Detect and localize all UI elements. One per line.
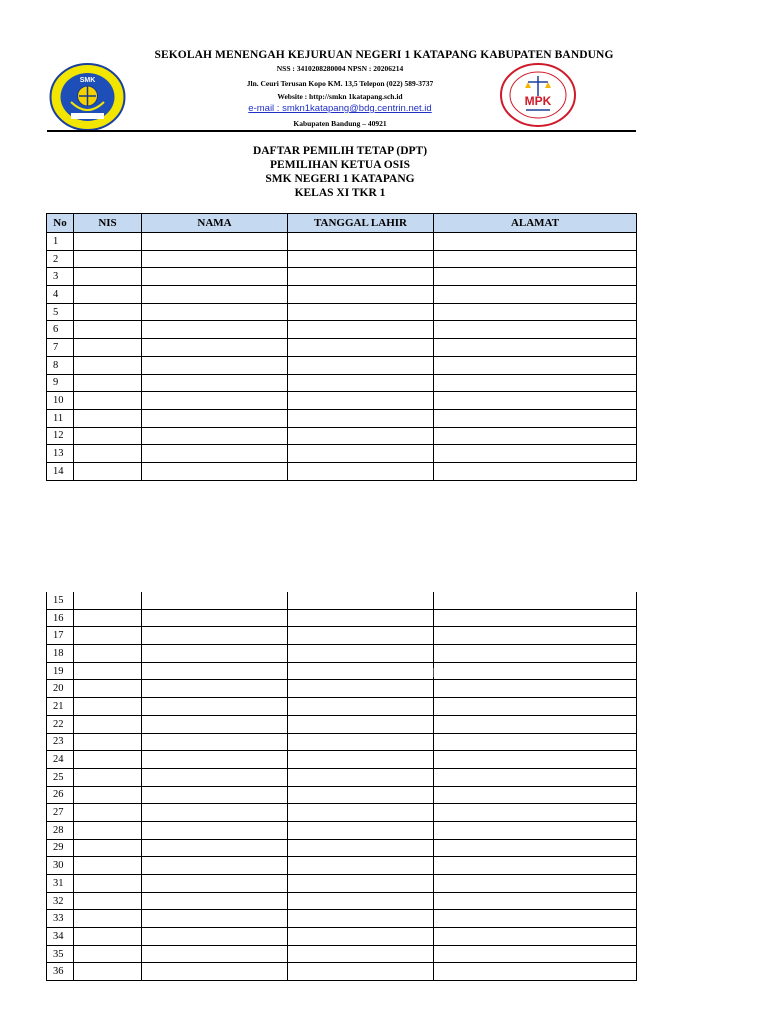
cell-no: 9 xyxy=(47,374,74,392)
table-row xyxy=(47,409,637,427)
mpk-logo xyxy=(499,62,577,128)
cell-alamat[interactable] xyxy=(434,715,637,733)
cell-no: 20 xyxy=(47,680,74,698)
cell-nama[interactable] xyxy=(142,751,288,769)
table-row xyxy=(47,250,637,268)
cell-nama[interactable] xyxy=(142,445,288,463)
cell-no: 14 xyxy=(47,462,74,480)
cell-alamat[interactable] xyxy=(434,680,637,698)
cell-no: 34 xyxy=(47,928,74,946)
cell-tanggal-lahir[interactable] xyxy=(288,857,434,875)
cell-nis[interactable] xyxy=(74,592,142,609)
cell-nama[interactable] xyxy=(142,715,288,733)
cell-alamat[interactable] xyxy=(434,303,637,321)
table-row xyxy=(47,427,637,445)
cell-nama[interactable] xyxy=(142,804,288,822)
cell-nama[interactable] xyxy=(142,945,288,963)
cell-alamat[interactable] xyxy=(434,928,637,946)
cell-nis[interactable] xyxy=(74,609,142,627)
svg-text:MPK: MPK xyxy=(524,94,552,108)
cell-nama[interactable] xyxy=(142,857,288,875)
cell-nis[interactable] xyxy=(74,839,142,857)
cell-no: 18 xyxy=(47,645,74,663)
cell-no: 3 xyxy=(47,268,74,286)
cell-nama[interactable] xyxy=(142,609,288,627)
table-row xyxy=(47,303,637,321)
doc-title-line4: KELAS XI TKR 1 xyxy=(294,187,386,199)
table-row xyxy=(47,592,637,609)
cell-nama[interactable] xyxy=(142,875,288,893)
cell-tanggal-lahir[interactable] xyxy=(288,715,434,733)
cell-tanggal-lahir[interactable] xyxy=(288,910,434,928)
cell-tanggal-lahir[interactable] xyxy=(288,875,434,893)
voter-table-page1 xyxy=(46,213,637,481)
cell-nis[interactable] xyxy=(74,857,142,875)
cell-alamat[interactable] xyxy=(434,768,637,786)
nss-npsn: NSS : 3410208280004 NPSN : 20206214 xyxy=(276,64,404,73)
table-row xyxy=(47,963,637,981)
cell-nama[interactable] xyxy=(142,680,288,698)
header-divider xyxy=(47,130,636,132)
cell-tanggal-lahir[interactable] xyxy=(288,592,434,609)
cell-nama[interactable] xyxy=(142,662,288,680)
cell-alamat[interactable] xyxy=(434,627,637,645)
cell-nis[interactable] xyxy=(74,892,142,910)
svg-text:SMK: SMK xyxy=(79,77,96,84)
cell-tanggal-lahir[interactable] xyxy=(288,392,434,410)
cell-no: 22 xyxy=(47,715,74,733)
cell-no: 29 xyxy=(47,839,74,857)
table-row xyxy=(47,374,637,392)
cell-no: 17 xyxy=(47,627,74,645)
cell-no: 33 xyxy=(47,910,74,928)
cell-nama[interactable] xyxy=(142,645,288,663)
cell-tanggal-lahir[interactable] xyxy=(288,645,434,663)
cell-nama[interactable] xyxy=(142,233,288,251)
cell-nama[interactable] xyxy=(142,592,288,609)
cell-nama[interactable] xyxy=(142,268,288,286)
cell-nama[interactable] xyxy=(142,821,288,839)
table-row xyxy=(47,233,637,251)
cell-alamat[interactable] xyxy=(434,857,637,875)
cell-nama[interactable] xyxy=(142,392,288,410)
doc-title-line3: SMK NEGERI 1 KATAPANG xyxy=(265,173,415,185)
cell-tanggal-lahir[interactable] xyxy=(288,821,434,839)
cell-tanggal-lahir[interactable] xyxy=(288,427,434,445)
cell-no: 11 xyxy=(47,409,74,427)
table-row xyxy=(47,875,637,893)
cell-alamat[interactable] xyxy=(434,963,637,981)
table-row xyxy=(47,786,637,804)
cell-tanggal-lahir[interactable] xyxy=(288,839,434,857)
cell-alamat[interactable] xyxy=(434,427,637,445)
cell-no: 16 xyxy=(47,609,74,627)
cell-tanggal-lahir[interactable] xyxy=(288,609,434,627)
cell-alamat[interactable] xyxy=(434,392,637,410)
table-row xyxy=(47,821,637,839)
cell-nis[interactable] xyxy=(74,928,142,946)
cell-nama[interactable] xyxy=(142,339,288,357)
cell-alamat[interactable] xyxy=(434,356,637,374)
cell-alamat[interactable] xyxy=(434,892,637,910)
cell-tanggal-lahir[interactable] xyxy=(288,321,434,339)
cell-nis[interactable] xyxy=(74,768,142,786)
cell-tanggal-lahir[interactable] xyxy=(288,627,434,645)
city: Kabupaten Bandung – 40921 xyxy=(293,119,387,128)
cell-nis[interactable] xyxy=(74,963,142,981)
cell-alamat[interactable] xyxy=(434,733,637,751)
cell-nis[interactable] xyxy=(74,374,142,392)
cell-nis[interactable] xyxy=(74,462,142,480)
cell-no: 5 xyxy=(47,303,74,321)
doc-title-line1: DAFTAR PEMILIH TETAP (DPT) xyxy=(252,145,428,157)
table-row xyxy=(47,445,637,463)
cell-no: 15 xyxy=(47,592,74,609)
cell-nis[interactable] xyxy=(74,821,142,839)
cell-nis[interactable] xyxy=(74,645,142,663)
table-row xyxy=(47,356,637,374)
cell-nis[interactable] xyxy=(74,680,142,698)
table-row xyxy=(47,286,637,304)
cell-nis[interactable] xyxy=(74,445,142,463)
cell-nis[interactable] xyxy=(74,786,142,804)
school-name: SEKOLAH MENENGAH KEJURUAN NEGERI 1 KATAPANG KABUPATEN BANDUNG xyxy=(154,49,614,61)
cell-tanggal-lahir[interactable] xyxy=(288,662,434,680)
cell-no: 35 xyxy=(47,945,74,963)
cell-tanggal-lahir[interactable] xyxy=(288,462,434,480)
cell-nama[interactable] xyxy=(142,321,288,339)
table-row xyxy=(47,839,637,857)
cell-no: 24 xyxy=(47,751,74,769)
address: Jln. Ceuri Terusan Kopo KM. 13,5 Telepon (022) 589-3737 xyxy=(246,79,434,88)
cell-alamat[interactable] xyxy=(434,233,637,251)
cell-alamat[interactable] xyxy=(434,910,637,928)
text-cursor xyxy=(433,668,434,677)
cell-no: 26 xyxy=(47,786,74,804)
cell-nama[interactable] xyxy=(142,303,288,321)
table-row xyxy=(47,680,637,698)
cell-nama[interactable] xyxy=(142,627,288,645)
doc-title-line2: PEMILIHAN KETUA OSIS xyxy=(270,159,410,171)
cell-nis[interactable] xyxy=(74,427,142,445)
cell-nama[interactable] xyxy=(142,839,288,857)
cell-nis[interactable] xyxy=(74,409,142,427)
table-row xyxy=(47,268,637,286)
table-row xyxy=(47,462,637,480)
col-header-nis: NIS xyxy=(74,214,142,233)
cell-tanggal-lahir[interactable] xyxy=(288,698,434,716)
cell-no: 25 xyxy=(47,768,74,786)
cell-tanggal-lahir[interactable] xyxy=(288,928,434,946)
table-row xyxy=(47,392,637,410)
table-row xyxy=(47,768,637,786)
cell-alamat[interactable] xyxy=(434,662,637,680)
cell-tanggal-lahir[interactable] xyxy=(288,768,434,786)
cell-no: 32 xyxy=(47,892,74,910)
cell-alamat[interactable] xyxy=(434,445,637,463)
cell-no: 10 xyxy=(47,392,74,410)
cell-no: 2 xyxy=(47,250,74,268)
table-row xyxy=(47,627,637,645)
table-row xyxy=(47,715,637,733)
cell-no: 13 xyxy=(47,445,74,463)
cell-no: 30 xyxy=(47,857,74,875)
cell-nis[interactable] xyxy=(74,910,142,928)
cell-nis[interactable] xyxy=(74,733,142,751)
cell-tanggal-lahir[interactable] xyxy=(288,751,434,769)
table-row xyxy=(47,645,637,663)
cell-nama[interactable] xyxy=(142,698,288,716)
cell-nama[interactable] xyxy=(142,733,288,751)
cell-nama[interactable] xyxy=(142,286,288,304)
cell-alamat[interactable] xyxy=(434,321,637,339)
cell-no: 28 xyxy=(47,821,74,839)
cell-tanggal-lahir[interactable] xyxy=(288,804,434,822)
cell-alamat[interactable] xyxy=(434,804,637,822)
cell-alamat[interactable] xyxy=(434,698,637,716)
cell-no: 31 xyxy=(47,875,74,893)
cell-tanggal-lahir[interactable] xyxy=(288,680,434,698)
cell-no: 7 xyxy=(47,339,74,357)
cell-nama[interactable] xyxy=(142,963,288,981)
cell-no: 23 xyxy=(47,733,74,751)
cell-no: 21 xyxy=(47,698,74,716)
cell-tanggal-lahir[interactable] xyxy=(288,786,434,804)
cell-nama[interactable] xyxy=(142,786,288,804)
cell-no: 8 xyxy=(47,356,74,374)
cell-alamat[interactable] xyxy=(434,751,637,769)
cell-nis[interactable] xyxy=(74,875,142,893)
cell-nis[interactable] xyxy=(74,250,142,268)
cell-alamat[interactable] xyxy=(434,839,637,857)
cell-alamat[interactable] xyxy=(434,875,637,893)
cell-tanggal-lahir[interactable] xyxy=(288,945,434,963)
table-header-row xyxy=(47,214,637,233)
cell-tanggal-lahir[interactable] xyxy=(288,339,434,357)
cell-nama[interactable] xyxy=(142,462,288,480)
cell-tanggal-lahir[interactable] xyxy=(288,356,434,374)
cell-alamat[interactable] xyxy=(434,462,637,480)
table-row xyxy=(47,910,637,928)
email-link[interactable]: e-mail : smkn1katapang@bdg.centrin.net.id xyxy=(248,103,432,114)
table-row xyxy=(47,928,637,946)
cell-nis[interactable] xyxy=(74,945,142,963)
cell-nama[interactable] xyxy=(142,374,288,392)
table-row xyxy=(47,339,637,357)
col-header-no: No xyxy=(47,214,74,233)
cell-no: 1 xyxy=(47,233,74,251)
cell-nis[interactable] xyxy=(74,321,142,339)
cell-alamat[interactable] xyxy=(434,592,637,609)
cell-tanggal-lahir[interactable] xyxy=(288,445,434,463)
cell-nama[interactable] xyxy=(142,409,288,427)
table-row xyxy=(47,892,637,910)
table-row xyxy=(47,662,637,680)
cell-nama[interactable] xyxy=(142,928,288,946)
cell-tanggal-lahir[interactable] xyxy=(288,250,434,268)
cell-alamat[interactable] xyxy=(434,645,637,663)
cell-no: 4 xyxy=(47,286,74,304)
cell-nama[interactable] xyxy=(142,356,288,374)
cell-no: 36 xyxy=(47,963,74,981)
cell-alamat[interactable] xyxy=(434,339,637,357)
cell-nama[interactable] xyxy=(142,250,288,268)
cell-tanggal-lahir[interactable] xyxy=(288,286,434,304)
cell-nama[interactable] xyxy=(142,427,288,445)
cell-nis[interactable] xyxy=(74,233,142,251)
col-header-nama: NAMA xyxy=(142,214,288,233)
cell-tanggal-lahir[interactable] xyxy=(288,303,434,321)
table-row xyxy=(47,857,637,875)
cell-alamat[interactable] xyxy=(434,250,637,268)
cell-alamat[interactable] xyxy=(434,374,637,392)
cell-alamat[interactable] xyxy=(434,821,637,839)
cell-alamat[interactable] xyxy=(434,268,637,286)
cell-no: 19 xyxy=(47,662,74,680)
cell-nama[interactable] xyxy=(142,892,288,910)
voter-table-page2 xyxy=(46,592,637,981)
cell-nis[interactable] xyxy=(74,627,142,645)
cell-tanggal-lahir[interactable] xyxy=(288,733,434,751)
cell-alamat[interactable] xyxy=(434,409,637,427)
cell-nis[interactable] xyxy=(74,339,142,357)
table-row xyxy=(47,751,637,769)
cell-tanggal-lahir[interactable] xyxy=(288,892,434,910)
cell-alamat[interactable] xyxy=(434,609,637,627)
cell-nis[interactable] xyxy=(74,268,142,286)
cell-tanggal-lahir[interactable] xyxy=(288,268,434,286)
cell-tanggal-lahir[interactable] xyxy=(288,233,434,251)
cell-alamat[interactable] xyxy=(434,945,637,963)
cell-tanggal-lahir[interactable] xyxy=(288,374,434,392)
website: Website : http://smkn 1katapang.sch.id xyxy=(277,92,403,101)
table-row xyxy=(47,609,637,627)
cell-nis[interactable] xyxy=(74,303,142,321)
cell-no: 27 xyxy=(47,804,74,822)
table-row xyxy=(47,698,637,716)
cell-nis[interactable] xyxy=(74,662,142,680)
cell-nis[interactable] xyxy=(74,698,142,716)
cell-alamat[interactable] xyxy=(434,786,637,804)
cell-nis[interactable] xyxy=(74,356,142,374)
cell-tanggal-lahir[interactable] xyxy=(288,409,434,427)
cell-alamat[interactable] xyxy=(434,286,637,304)
cell-no: 6 xyxy=(47,321,74,339)
cell-nis[interactable] xyxy=(74,751,142,769)
col-header-alamat: ALAMAT xyxy=(434,214,637,233)
cell-nis[interactable] xyxy=(74,286,142,304)
col-header-tanggal-lahir: TANGGAL LAHIR xyxy=(288,214,434,233)
cell-nama[interactable] xyxy=(142,768,288,786)
cell-nis[interactable] xyxy=(74,715,142,733)
cell-no: 12 xyxy=(47,427,74,445)
cell-nis[interactable] xyxy=(74,804,142,822)
table-row xyxy=(47,945,637,963)
table-row xyxy=(47,321,637,339)
cell-nama[interactable] xyxy=(142,910,288,928)
cell-nis[interactable] xyxy=(74,392,142,410)
table-row xyxy=(47,733,637,751)
cell-tanggal-lahir[interactable] xyxy=(288,963,434,981)
table-row xyxy=(47,804,637,822)
